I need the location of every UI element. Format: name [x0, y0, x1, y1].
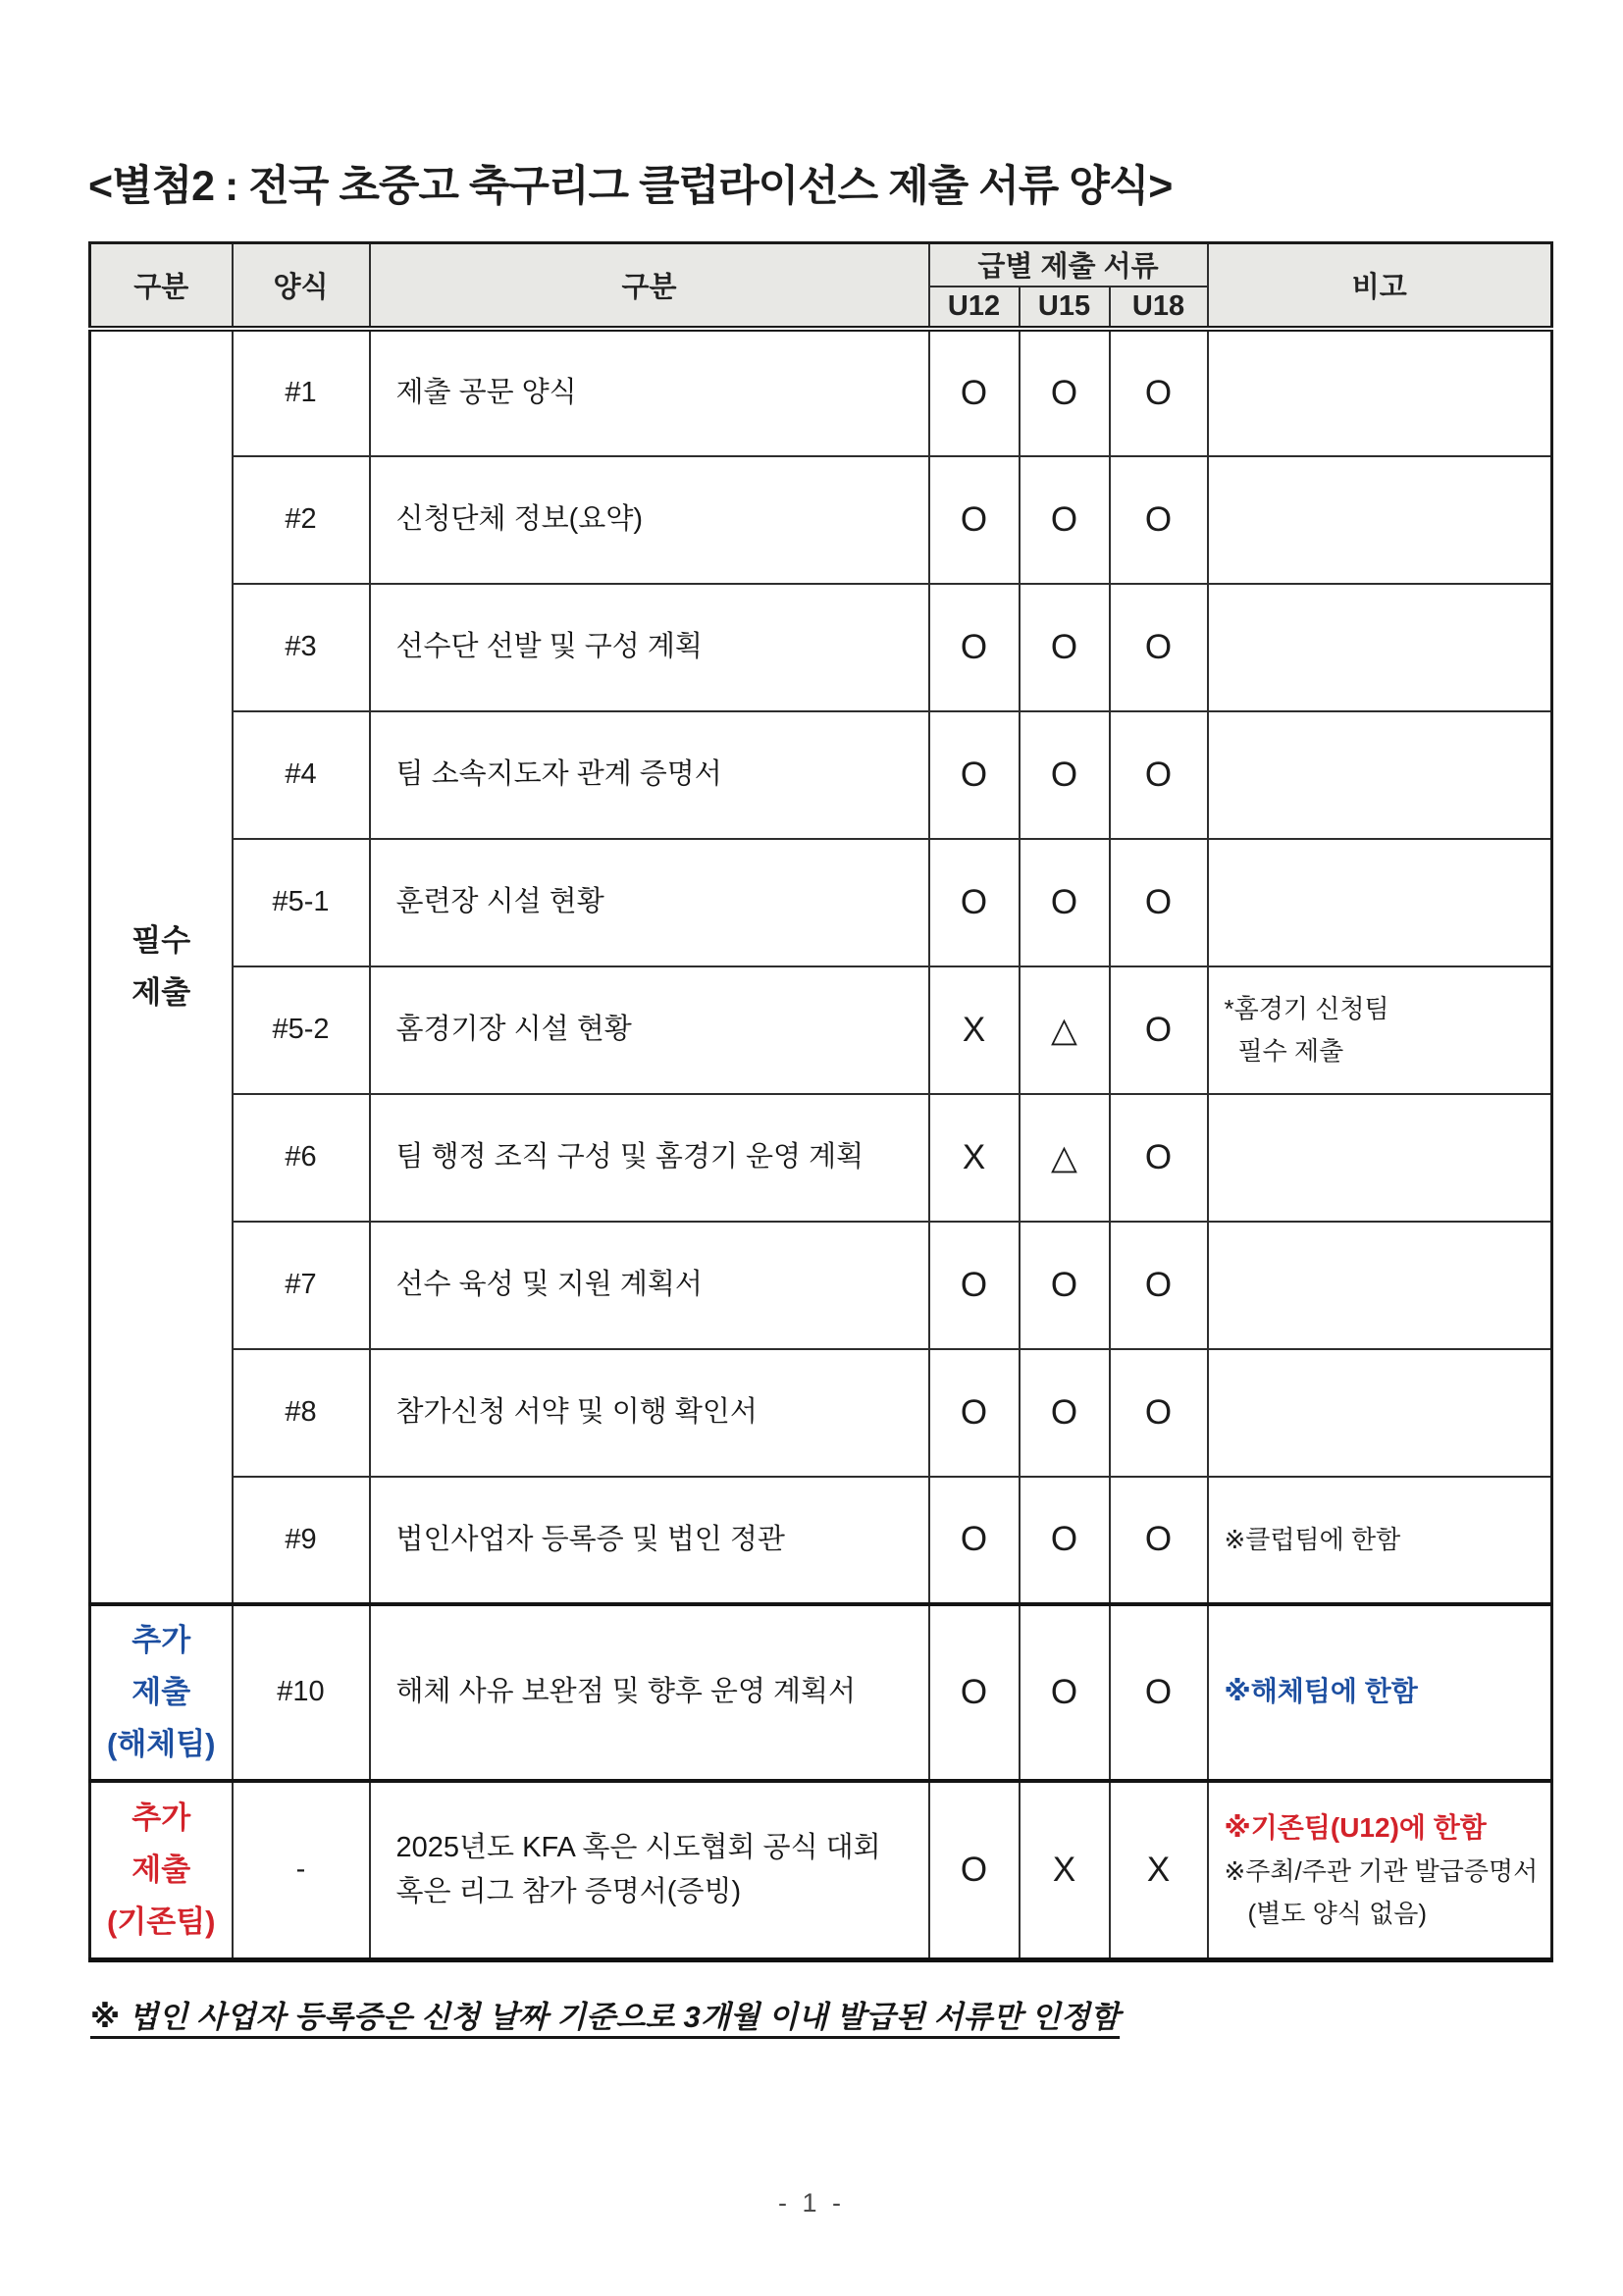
doc-name-line: 2025년도 KFA 혹은 시도협회 공식 대회 — [395, 1831, 881, 1863]
table-row — [90, 329, 1552, 456]
table-row — [90, 1094, 1552, 1222]
form-cell: #8 — [233, 1349, 370, 1477]
doc-name-cell: 선수단 선발 및 구성 계획 — [370, 584, 929, 711]
group-cell-disbanded — [90, 1604, 233, 1781]
grade-u12-cell: X — [929, 1094, 1020, 1222]
table-row — [90, 456, 1552, 584]
group-label-line: 제출 — [131, 1852, 191, 1888]
grade-u18-cell: O — [1110, 329, 1208, 456]
grade-u15-cell: O — [1020, 1222, 1110, 1349]
footnote: ※ 법인 사업자 등록증은 신청 날짜 기준으로 3개월 이내 발급된 서류만 인정함 — [90, 2000, 1121, 2034]
table-row — [90, 839, 1552, 966]
grade-u18-cell: O — [1110, 839, 1208, 966]
form-cell: #5-1 — [233, 839, 370, 966]
form-cell: #9 — [233, 1477, 370, 1604]
remark-cell — [1208, 1349, 1552, 1477]
remark-line: ※해체팀에 한함 — [1224, 1676, 1418, 1707]
form-cell: #4 — [233, 711, 370, 839]
group-label-line: 필수 — [131, 922, 191, 958]
remark-cell — [1208, 966, 1552, 1094]
grade-u12-cell: O — [929, 1781, 1020, 1960]
group-label-line: 추가 — [131, 1622, 191, 1657]
grade-u12-cell: O — [929, 1222, 1020, 1349]
grade-u15-cell: O — [1020, 839, 1110, 966]
doc-name-cell: 훈련장 시설 현황 — [370, 839, 929, 966]
grade-u18-header: U18 — [1110, 287, 1208, 329]
group-label-line: 추가 — [131, 1800, 191, 1835]
table-row — [90, 1781, 1552, 1960]
group-column-header: 구분 — [90, 243, 233, 329]
submission-documents-table — [88, 241, 1553, 1962]
remark-line: ※기존팀(U12)에 한함 — [1224, 1811, 1487, 1843]
grade-u15-cell: O — [1020, 329, 1110, 456]
form-cell: #7 — [233, 1222, 370, 1349]
grade-u18-cell: O — [1110, 1222, 1208, 1349]
doc-name-cell — [370, 1781, 929, 1960]
doc-name-cell: 법인사업자 등록증 및 법인 정관 — [370, 1477, 929, 1604]
grade-u12-cell: X — [929, 966, 1020, 1094]
form-cell: #5-2 — [233, 966, 370, 1094]
remark-cell — [1208, 1222, 1552, 1349]
group-cell-required — [90, 329, 233, 1604]
doc-name-cell: 제출 공문 양식 — [370, 329, 929, 456]
remark-line: ※주최/주관 기관 발급증명서 — [1224, 1855, 1539, 1886]
grade-u12-cell: O — [929, 1349, 1020, 1477]
grade-u15-cell: △ — [1020, 966, 1110, 1094]
form-cell: #6 — [233, 1094, 370, 1222]
group-label-line: (해체팀) — [107, 1727, 216, 1762]
doc-name-cell: 해체 사유 보완점 및 향후 운영 계획서 — [370, 1604, 929, 1781]
remark-column-header: 비고 — [1208, 243, 1552, 329]
page-number: - 1 - — [777, 2188, 845, 2218]
form-cell: #1 — [233, 329, 370, 456]
grade-u15-cell: O — [1020, 1604, 1110, 1781]
table-row — [90, 966, 1552, 1094]
doc-name-cell: 팀 소속지도자 관계 증명서 — [370, 711, 929, 839]
doc-name-cell: 팀 행정 조직 구성 및 홈경기 운영 계획 — [370, 1094, 929, 1222]
remark-cell — [1208, 1604, 1552, 1781]
grade-u15-cell: X — [1020, 1781, 1110, 1960]
grade-u18-cell: X — [1110, 1781, 1208, 1960]
grade-u15-cell: △ — [1020, 1094, 1110, 1222]
remark-line: 필수 제출 — [1237, 1035, 1344, 1066]
grade-u12-cell: O — [929, 456, 1020, 584]
table-row — [90, 1477, 1552, 1604]
doc-name-cell: 참가신청 서약 및 이행 확인서 — [370, 1349, 929, 1477]
grade-u12-cell: O — [929, 329, 1020, 456]
grade-u12-header: U12 — [929, 287, 1020, 329]
grade-u18-cell: O — [1110, 711, 1208, 839]
grade-u18-cell: O — [1110, 1094, 1208, 1222]
form-cell: #10 — [233, 1604, 370, 1781]
remark-cell — [1208, 711, 1552, 839]
doc-name-cell: 신청단체 정보(요약) — [370, 456, 929, 584]
grade-u18-cell: O — [1110, 1349, 1208, 1477]
grade-u12-cell: O — [929, 1604, 1020, 1781]
form-column-header: 양식 — [233, 243, 370, 329]
doc-name-cell: 홈경기장 시설 현황 — [370, 966, 929, 1094]
grade-u15-cell: O — [1020, 1477, 1110, 1604]
grade-u15-cell: O — [1020, 456, 1110, 584]
grade-u15-cell: O — [1020, 584, 1110, 711]
grade-u12-cell: O — [929, 584, 1020, 711]
grade-u15-cell: O — [1020, 1349, 1110, 1477]
grade-u12-cell: O — [929, 839, 1020, 966]
remark-cell — [1208, 1094, 1552, 1222]
table-row — [90, 711, 1552, 839]
grade-u18-cell: O — [1110, 966, 1208, 1094]
group-label-line: 제출 — [131, 1674, 191, 1709]
grade-u18-cell: O — [1110, 456, 1208, 584]
form-cell: #3 — [233, 584, 370, 711]
grade-u12-cell: O — [929, 711, 1020, 839]
table-row — [90, 1349, 1552, 1477]
remark-cell: ※클럽팀에 한함 — [1208, 1477, 1552, 1604]
group-cell-existing — [90, 1781, 233, 1960]
grade-u15-header: U15 — [1020, 287, 1110, 329]
grade-u18-cell: O — [1110, 1477, 1208, 1604]
grade-u12-cell: O — [929, 1477, 1020, 1604]
category-column-header: 구분 — [370, 243, 929, 329]
remark-cell — [1208, 329, 1552, 456]
remark-cell — [1208, 584, 1552, 711]
grade-u15-cell: O — [1020, 711, 1110, 839]
form-cell: - — [233, 1781, 370, 1960]
doc-name-cell: 선수 육성 및 지원 계획서 — [370, 1222, 929, 1349]
table-header-row — [90, 243, 1552, 287]
remark-cell — [1208, 456, 1552, 584]
group-label-line: (기존팀) — [107, 1905, 216, 1940]
table-row — [90, 1604, 1552, 1781]
grade-u18-cell: O — [1110, 584, 1208, 711]
grade-u18-cell: O — [1110, 1604, 1208, 1781]
remark-cell — [1208, 1781, 1552, 1960]
table-row — [90, 1222, 1552, 1349]
remark-cell — [1208, 839, 1552, 966]
group-label-line: 제출 — [131, 975, 191, 1010]
page-title: <별첨2 : 전국 초중고 축구리그 클럽라이선스 제출 서류 양식> — [88, 163, 1173, 210]
grade-group-header: 급별 제출 서류 — [929, 243, 1208, 287]
remark-line: *홈경기 신청팀 — [1224, 993, 1389, 1023]
form-cell: #2 — [233, 456, 370, 584]
remark-line: (별도 양식 없음) — [1247, 1898, 1427, 1928]
doc-name-line: 혹은 리그 참가 증명서(증빙) — [395, 1875, 742, 1907]
table-row — [90, 584, 1552, 711]
